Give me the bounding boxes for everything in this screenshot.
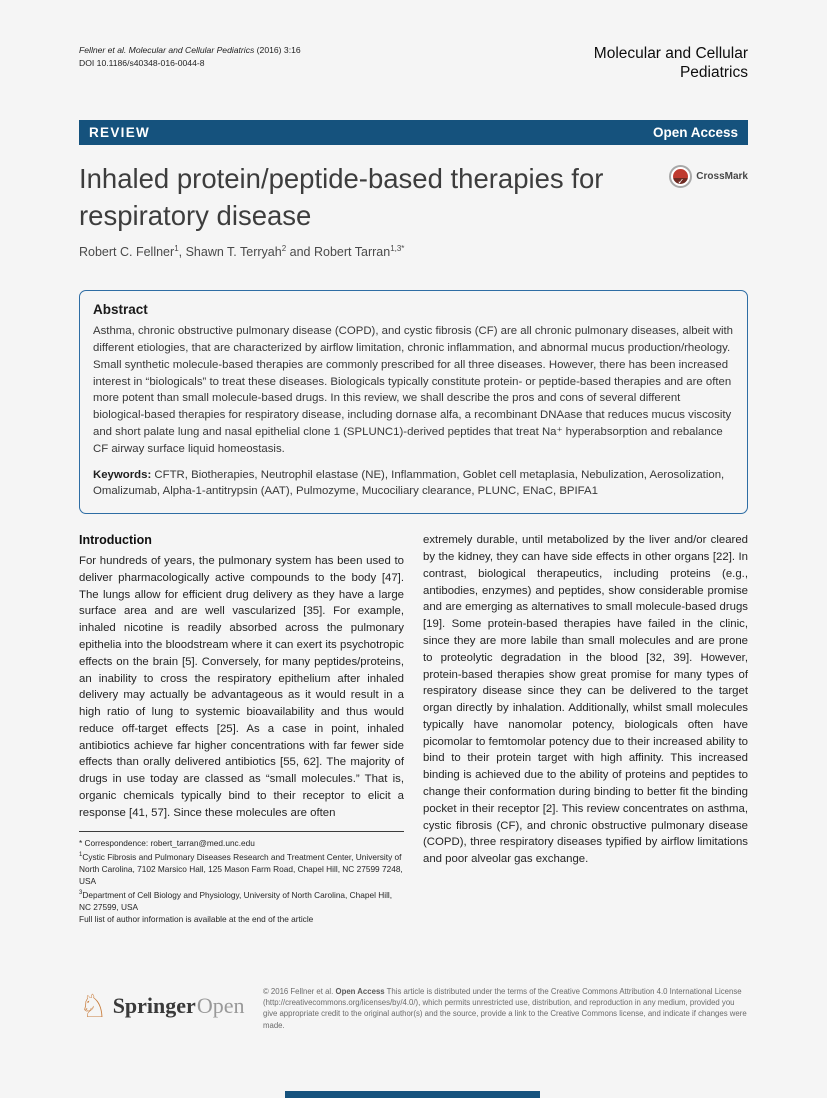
author-1-affiliation: 1 <box>174 244 179 253</box>
affiliation-3-sup: 3 <box>79 890 83 897</box>
license-body: This article is distributed under the terms of the Creative Commons Attribution 4.0 International License (http://creativecommons.org/licenses/by/4.0/), which permits unrestricted use, distribution, and reproduction in any medium, provided you give appropriate credit to the original author(s) and the source, provide a link to the Creative Commons license, and indicate if changes were made. <box>263 987 747 1030</box>
correspondence-label: * Correspondence: <box>79 837 151 848</box>
crossmark-badge[interactable] <box>669 165 748 188</box>
keywords-list: CFTR, Biotherapies, Neutrophil elastase (NE), Inflammation, Goblet cell metaplasia, Nebulization, Aerosolization, Omalizumab, Alpha-1-antitrypsin (AAT), Pulmozyme, Mucociliary clearance, PLUNC, ENaC, BPIFA1 <box>93 468 725 498</box>
citation-italic: Fellner et al. Molecular and Cellular Pediatrics <box>79 45 255 55</box>
springer-wordmark: Springer <box>112 993 196 1018</box>
open-access-label: Open Access <box>652 125 738 140</box>
article-type-banner <box>79 120 748 145</box>
journal-name-line1: Molecular and Cellular <box>593 45 748 62</box>
introduction-heading: Introduction <box>79 533 152 548</box>
springer-open-wordmark <box>113 993 245 1019</box>
author-3: Robert Tarran <box>313 245 391 260</box>
journal-name-line2: Pediatrics <box>679 64 748 81</box>
abstract-box <box>79 290 748 514</box>
left-column <box>79 532 404 926</box>
page-content <box>79 0 748 1030</box>
abstract-text: Asthma, chronic obstructive pulmonary disease (COPD), and cystic fibrosis (CF) are all chronic pulmonary diseases, albeit with different etiologies, that are characterized by airflow limitation, chronic inflammation, and abnormal mucus production/rheology. Small synthetic molecule-based therapies are commonly prescribed for all three diseases. However, there has been increased interest in “biologicals” to treat these diseases. Biologicals typically constitute protein- or peptide-based therapies and are often more potent than small molecule-based drugs. In this review, we shall describe the pros and cons of several different biological-based therapies for respiratory disease, including dornase alfa, a recombinant DNAase that reduces mucus viscosity and short palate lung and nasal epithelial clone 1 (SPLUNC1)-derived peptides that treat Na⁺ hyperabsorption and rebalance CF airway surface liquid homeostasis. <box>93 325 734 455</box>
affiliation-3-text: Department of Cell Biology and Physiology, University of North Carolina, Chapel Hill, NC 27599, USA <box>79 890 393 913</box>
doi-line: DOI 10.1186/s40348-016-0044-8 <box>79 57 205 68</box>
article-type-label: REVIEW <box>89 125 151 140</box>
author-line <box>79 244 748 259</box>
license-text <box>263 986 748 1031</box>
author-1: Robert C. Fellner <box>79 245 175 260</box>
publisher-footer <box>79 986 748 1031</box>
correspondence-line <box>79 837 404 849</box>
springer-knight-icon: ♘ <box>79 988 108 1024</box>
keywords-label: Keywords: <box>93 468 152 481</box>
citation-block <box>79 44 301 82</box>
citation-issue: (2016) 3:16 <box>254 45 301 55</box>
correspondence-email[interactable]: robert_tarran@med.unc.edu <box>150 837 255 848</box>
title-block <box>79 160 748 234</box>
full-author-list-note: Full list of author information is available at the end of the article <box>79 914 314 925</box>
introduction-paragraph-left: For hundreds of years, the pulmonary system has been used to deliver pharmacologically active compounds to the body [47]. The lungs allow for efficient drug delivery as they have a large surface area and are well vascularized [35]. For example, inhaled nicotine is readily absorbed across the pulmonary epithelia into the bloodstream where it can exert its psychotropic effects on the brain [5]. Conversely, for many peptides/proteins, an inability to cross the respiratory epithelium after inhaled delivery may actually be advantageous as it would result in a high ratio of lung to systemic bioavailability and thus would reduce off-target effects [25]. As a case in point, inhaled antibiotics achieve far higher concentrations with far fewer side effects than orally delivered antibiotics [55, 62]. The majority of drugs in use today are classed as “small molecules.” That is, organic chemicals typically bind to their receptor to elicit a response [41, 57]. Since these molecules are often <box>79 554 404 819</box>
page-header <box>79 0 748 82</box>
author-2-affiliation: 2 <box>281 244 287 253</box>
crossmark-label: CrossMark <box>696 171 748 182</box>
keywords-line <box>93 467 734 501</box>
right-column <box>423 532 748 926</box>
citation-line <box>79 44 301 57</box>
bottom-page-bar <box>285 1091 540 1098</box>
article-title-line1: Inhaled protein/peptide-based therapies for <box>79 163 604 194</box>
affiliation-1-text: Cystic Fibrosis and Pulmonary Diseases Research and Treatment Center, University of North Carolina, 7102 Marsico Hall, 125 Mason Farm Road, Chapel Hill, NC 27599 7248, USA <box>79 851 403 887</box>
affiliation-1 <box>79 849 404 887</box>
license-prefix: © 2016 Fellner et al. <box>263 987 336 996</box>
author-separator-1: , <box>178 245 186 260</box>
author-2: Shawn T. Terryah <box>185 245 282 260</box>
article-title <box>79 160 658 234</box>
check-icon: ✓ <box>677 177 685 186</box>
open-wordmark: Open <box>196 993 245 1018</box>
introduction-paragraph-right: extremely durable, until metabolized by the liver and/or cleared by the kidney, they can have side effects in other organs [22]. In contrast, biological therapeutics, including proteins (e.g., antibodies, enzymes) and peptides, show considerable promise and are emerging as alternatives to small molecule-based drugs [19]. Some protein-based therapies have failed in the clinic, since they are more labile than small molecules and are prone to proteolytic degradation in the blood [32, 39]. However, protein-based therapies show great promise for many types of respiratory disease since they can be delivered to the target organ directly by inhalation. Additionally, whilst small molecules typically have nanomolar potency, biologicals often have picomolar to femtomolar potency due to their increased ability to bind to their protein target with high affinity. This increased binding is achieved due to the ability of proteins and peptides to change their conformation during binding to better fit the binding pocket in their receptor [2]. This review concentrates on asthma, cystic fibrosis (CF), and chronic obstructive pulmonary disease (COPD), three respiratory diseases typified by airflow limitations and poor alveolar gas exchange. <box>423 534 748 866</box>
crossmark-icon <box>669 165 692 188</box>
affiliation-1-sup: 1 <box>79 851 83 858</box>
article-title-line2: respiratory disease <box>79 200 312 231</box>
author-3-affiliation: 1,3* <box>390 244 405 253</box>
springer-open-logo <box>79 986 247 1022</box>
affiliation-3 <box>79 887 404 913</box>
footnote-block <box>79 831 404 926</box>
license-open-access: Open Access <box>335 987 385 996</box>
author-separator-2: and <box>286 245 314 260</box>
abstract-heading: Abstract <box>93 302 148 318</box>
body-columns <box>79 532 748 926</box>
journal-name <box>594 44 748 82</box>
